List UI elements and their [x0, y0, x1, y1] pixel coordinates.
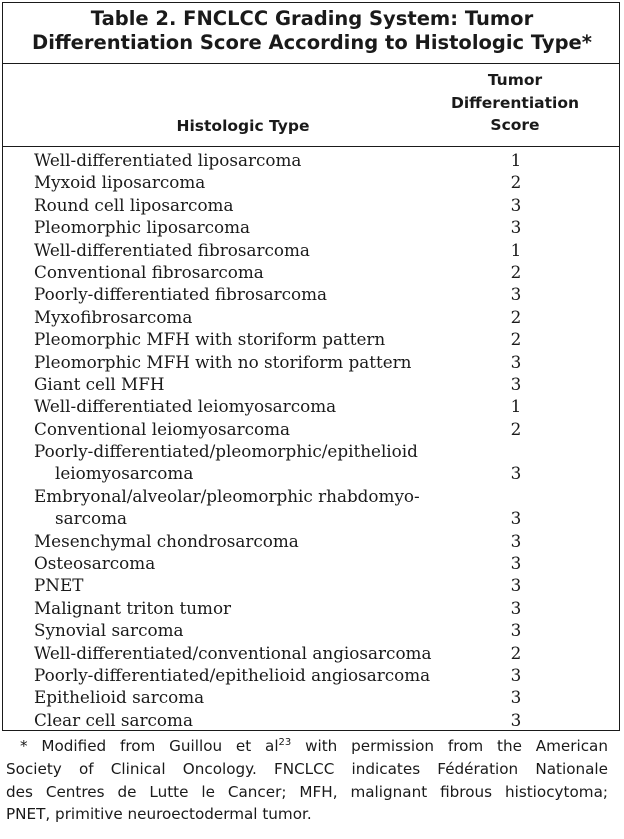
footnote-line-1-rest: with permission from the American — [291, 737, 608, 755]
table-row — [3, 351, 619, 373]
differentiation-score-cell: 2 — [510, 418, 522, 439]
table-row — [3, 485, 619, 530]
score-header-line-2: Differentiation — [450, 93, 580, 112]
table-title-line-2: Differentiation Score According to Histologic Type* — [32, 31, 592, 54]
differentiation-score-cell: 3 — [510, 463, 522, 484]
histologic-type-cell — [34, 686, 204, 708]
differentiation-score-cell: 3 — [510, 217, 522, 238]
differentiation-score-cell: 1 — [510, 396, 522, 417]
table-row — [3, 709, 619, 731]
histologic-type-text: Well-differentiated liposarcoma — [34, 150, 302, 170]
table-row — [3, 686, 619, 708]
table-row — [3, 418, 619, 440]
table-row — [3, 149, 619, 171]
table-row — [3, 328, 619, 350]
header-divider — [3, 146, 619, 147]
differentiation-score-cell: 3 — [510, 665, 522, 686]
histologic-type-text: PNET — [34, 575, 84, 596]
histologic-type-text: Well-differentiated/conventional angiosarcoma — [34, 642, 432, 663]
table-row — [3, 642, 619, 664]
differentiation-score-cell: 2 — [510, 172, 522, 193]
histologic-type-cell — [34, 171, 205, 193]
table-row — [3, 530, 619, 552]
histologic-type-cell — [34, 149, 301, 171]
footnote-line-1-text: * Modified from Guillou et al — [20, 737, 279, 755]
score-header-line-3: Score — [490, 116, 540, 134]
footnote-line-4: PNET, primitive neuroectodermal tumor. — [6, 805, 312, 824]
table-row — [3, 619, 619, 641]
histologic-type-continuation: sarcoma — [55, 508, 128, 529]
histologic-type-cell — [34, 328, 385, 350]
histologic-type-text: Poorly-differentiated fibrosarcoma — [34, 284, 328, 305]
histologic-type-text: Pleomorphic MFH with no storiform pattern — [34, 351, 412, 372]
histologic-type-cell — [34, 574, 83, 596]
histologic-type-cell — [34, 261, 264, 283]
histologic-type-cell — [34, 216, 250, 238]
table-title — [3, 7, 621, 55]
differentiation-score-cell: 1 — [510, 150, 522, 170]
table-row — [3, 373, 619, 395]
histologic-type-text: Clear cell sarcoma — [34, 709, 193, 730]
histologic-type-text: Osteosarcoma — [34, 553, 156, 574]
histologic-type-cell — [34, 597, 231, 619]
differentiation-score-cell: 3 — [510, 597, 522, 618]
histologic-type-text: Embryonal/alveolar/pleomorphic rhabdomyo- — [34, 485, 420, 506]
differentiation-score-cell: 3 — [510, 508, 522, 529]
histologic-type-cell — [34, 373, 165, 395]
table-frame — [2, 2, 620, 731]
differentiation-score-cell: 3 — [510, 351, 522, 372]
differentiation-score-cell: 3 — [510, 709, 522, 730]
histologic-type-cell — [34, 485, 420, 530]
histologic-type-text: Conventional fibrosarcoma — [34, 261, 264, 282]
table-row — [3, 574, 619, 596]
histologic-type-text: Round cell liposarcoma — [34, 194, 234, 215]
type-column-header: Histologic Type — [176, 117, 310, 135]
table-row — [3, 552, 619, 574]
histologic-type-text: Well-differentiated leiomyosarcoma — [34, 396, 337, 417]
differentiation-score-cell: 1 — [510, 239, 522, 260]
histologic-type-text: Epithelioid sarcoma — [34, 687, 205, 708]
histologic-type-cell — [34, 642, 431, 664]
histologic-type-text: Giant cell MFH — [34, 373, 165, 394]
differentiation-score-cell: 2 — [510, 306, 522, 327]
histologic-type-cell — [34, 306, 192, 328]
histologic-type-cell — [34, 194, 233, 216]
histologic-type-text: Poorly-differentiated/epithelioid angiosarcoma — [34, 665, 431, 686]
histologic-type-cell — [34, 239, 310, 261]
histologic-type-text: Synovial sarcoma — [34, 620, 184, 641]
table-row — [3, 239, 619, 261]
table-footnote — [6, 735, 608, 826]
histologic-type-text: Poorly-differentiated/pleomorphic/epithelioid — [34, 441, 418, 462]
table-row — [3, 306, 619, 328]
table-body — [3, 149, 619, 731]
histologic-type-cell — [34, 619, 184, 641]
footnote-line-1 — [6, 735, 608, 758]
histologic-type-cell — [34, 395, 336, 417]
table-row — [3, 440, 619, 485]
histologic-type-text: Well-differentiated fibrosarcoma — [34, 239, 310, 260]
differentiation-score-cell: 3 — [510, 373, 522, 394]
histologic-type-cell — [34, 440, 418, 485]
table-row — [3, 216, 619, 238]
histologic-type-text: Pleomorphic MFH with storiform pattern — [34, 329, 386, 350]
footnote-citation-superscript: 23 — [278, 737, 292, 748]
table-row — [3, 171, 619, 193]
table-row — [3, 194, 619, 216]
histologic-type-cell — [34, 530, 299, 552]
histologic-type-text: Malignant triton tumor — [34, 597, 232, 618]
score-header-line-1: Tumor — [487, 71, 543, 89]
differentiation-score-cell: 3 — [510, 553, 522, 574]
table-row — [3, 597, 619, 619]
histologic-type-text: Myxoid liposarcoma — [34, 172, 206, 193]
title-divider — [3, 63, 619, 64]
histologic-type-cell — [34, 552, 155, 574]
differentiation-score-cell: 3 — [510, 194, 522, 215]
table-row — [3, 261, 619, 283]
table-row — [3, 664, 619, 686]
differentiation-score-cell: 3 — [510, 687, 522, 708]
histologic-type-text: Mesenchymal chondrosarcoma — [34, 530, 299, 551]
histologic-type-text: Myxofibrosarcoma — [34, 306, 193, 327]
histologic-type-cell — [34, 709, 193, 731]
histologic-type-text: Pleomorphic liposarcoma — [34, 217, 251, 238]
differentiation-score-cell: 3 — [510, 620, 522, 641]
differentiation-score-cell: 3 — [510, 575, 522, 596]
differentiation-score-cell: 3 — [510, 284, 522, 305]
histologic-type-continuation: leiomyosarcoma — [55, 463, 194, 484]
histologic-type-cell — [34, 664, 430, 686]
histologic-type-cell — [34, 351, 411, 373]
differentiation-score-cell: 2 — [510, 261, 522, 282]
histologic-type-cell — [34, 418, 290, 440]
histologic-type-text: Conventional leiomyosarcoma — [34, 418, 291, 439]
differentiation-score-cell: 3 — [510, 530, 522, 551]
differentiation-score-cell: 2 — [510, 642, 522, 663]
differentiation-score-cell: 2 — [510, 329, 522, 350]
footnote-line-3: des Centres de Lutte le Cancer; MFH, malignant fibrous histiocytoma; — [6, 782, 608, 801]
histologic-type-cell — [34, 283, 327, 305]
table-title-line-1: Table 2. FNCLCC Grading System: Tumor — [90, 7, 534, 30]
table-row — [3, 283, 619, 305]
footnote-line-2: Society of Clinical Oncology. FNCLCC indicates Fédération Nationale — [6, 759, 608, 778]
table-row — [3, 395, 619, 417]
